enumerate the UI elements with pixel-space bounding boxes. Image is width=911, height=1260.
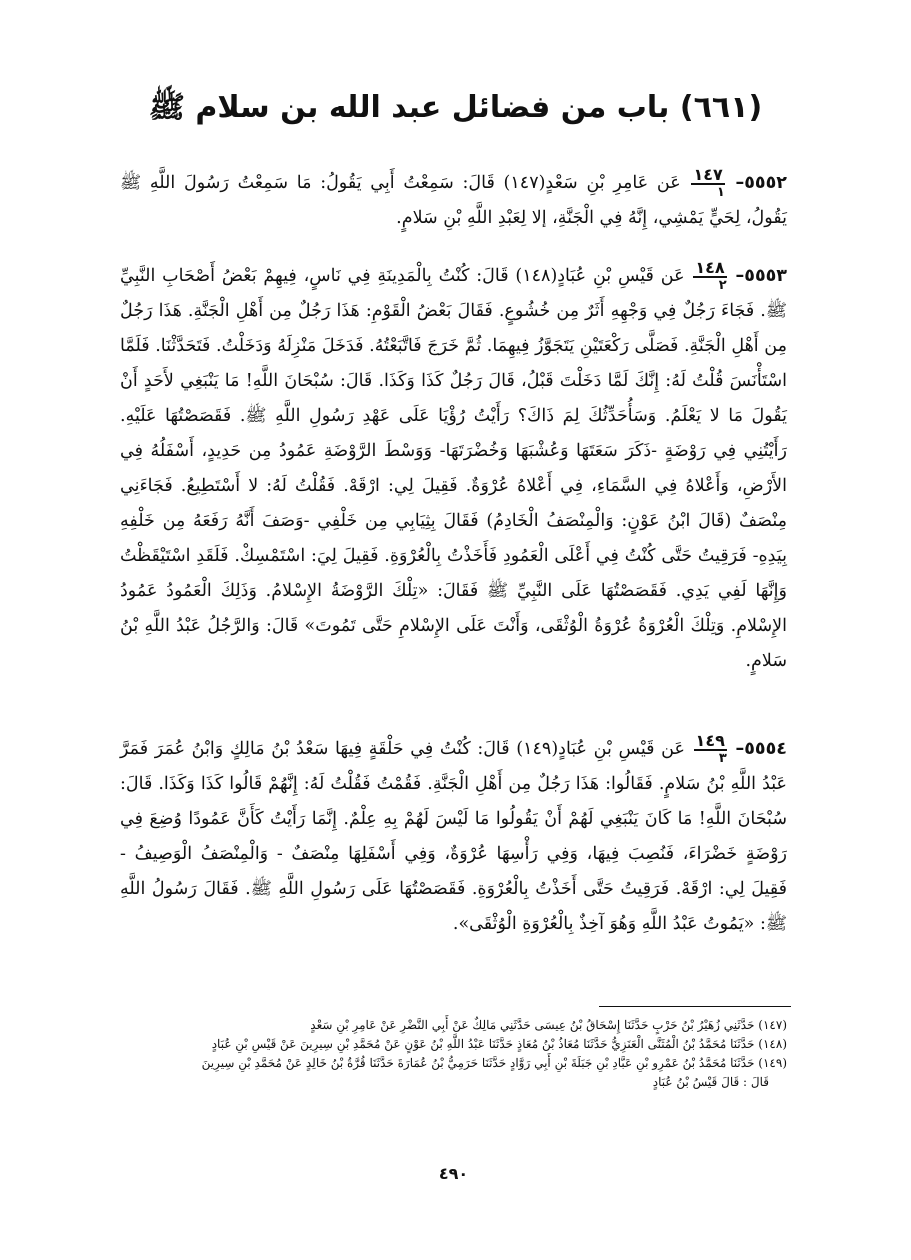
footnotes xyxy=(110,1016,787,1092)
hadith-number: ٥٥٥٣– xyxy=(735,266,787,286)
reference-bottom: ٣ xyxy=(718,750,727,766)
reference-bottom: ١ xyxy=(716,184,725,200)
footnote-148: (١٤٨) حَدَّثَنَا مُحَمَّدُ بْنُ الْمُثَنَّى الْعَنَزِيُّ حَدَّثَنَا مُعَاذُ بْنُ مُعَاذٍ حَدَّثَنَا عَبْدُ اللَّهِ بْنُ عَوْنٍ عَنْ مُحَمَّدِ بْنِ سِيرِينَ عَنْ قَيْسِ بْنِ عُبَادٍ xyxy=(211,1037,787,1051)
reference-bottom: ٢ xyxy=(718,277,727,293)
reference-fraction xyxy=(691,164,725,201)
hadith-text: عَن عَامِرِ بْنِ سَعْدٍ(١٤٧) قَالَ: سَمِعْتُ أَبِي يَقُولُ: مَا سَمِعْتُ رَسُولَ اللَّهِ ﷺ يَقُولُ، لِحَيٍّ يَمْشِي، إِنَّهُ فِي الْجَنَّةِ، إلا لِعَبْدِ اللَّهِ بْنِ سَلامٍ. xyxy=(120,173,787,228)
footnote-149: (١٤٩) حَدَّثَنَا مُحَمَّدُ بْنُ عَمْرِو بْنِ عَبَّادِ بْنِ جَبَلَةَ بْنِ أَبِي رَوَّادٍ حَدَّثَنَا حَرَمِيُّ بْنُ عُمَارَةَ حَدَّثَنَا قُرَّةُ بْنُ خَالِدٍ عَنْ مُحَمَّدِ بْنِ سِيرِينَ xyxy=(201,1056,787,1070)
hadith-5554 xyxy=(120,732,787,942)
footnote-separator xyxy=(599,1006,791,1007)
footnote-149-continuation: قَالَ : قَالَ قَيْسُ بْنُ عُبَادٍ xyxy=(652,1075,769,1089)
reference-top: ١٤٩ xyxy=(695,730,725,750)
page-number: ٤٩٠ xyxy=(438,1164,469,1183)
hadith-number: ٥٥٥٢– xyxy=(735,173,787,193)
reference-top: ١٤٧ xyxy=(693,164,723,184)
reference-fraction xyxy=(693,257,727,294)
footnote-147: (١٤٧) حَدَّثَنِي زُهَيْرُ بْنُ حَرْبٍ حَدَّثَنَا إِسْحَاقُ بْنُ عِيسَى حَدَّثَنِي مَالِكٌ عَنْ أَبِي النَّضْرِ عَنْ عَامِرِ بْنِ سَعْدٍ xyxy=(310,1018,787,1032)
hadith-5552 xyxy=(120,166,787,236)
hadith-number: ٥٥٥٤– xyxy=(735,739,787,759)
hadith-text: عَن قَيْسِ بْنِ عُبَادٍ(١٤٩) قَالَ: كُنْتُ فِي حَلْقَةٍ فِيهَا سَعْدُ بْنُ مَالِكٍ وَابْنُ عُمَرَ فَمَرَّ عَبْدُ اللَّهِ بْنُ سَلامٍ. فَقَالُوا: هَذَا رَجُلٌ مِن أَهْلِ الْجَنَّةِ. فَقُمْتُ فَقُلْتُ لَهُ: إِنَّهُمْ قَالُوا كَذَا وَكَذَا. قَالَ: سُبْحَانَ اللَّهِ! مَا كَانَ يَنْبَغِي لَهُمْ أَنْ يَقُولُوا مَا لَيْسَ لَهُمْ بِهِ عِلْمٌ. إِنَّمَا رَأَيْتُ كَأَنَّ عَمُودًا وُضِعَ فِي رَوْضَةٍ خَضْرَاءَ، فَنُصِبَ فِيهَا، وَفِي رَأْسِهَا عُرْوَةٌ، وَفِي أَسْفَلِهَا مِنْصَفٌ - وَالْمِنْصَفُ الْوَصِيفُ - فَقِيلَ لِي: ارْقَهْ. فَرَقِيتُ حَتَّى أَخَذْتُ بِالْعُرْوَةِ. فَقَصَصْتُهَا عَلَى رَسُولِ اللَّهِ ﷺ. فَقَالَ رَسُولُ اللَّهِ ﷺ: «يَمُوتُ عَبْدُ اللَّهِ وَهُوَ آخِذٌ بِالْعُرْوَةِ الْوُثْقَى». xyxy=(120,739,787,934)
hadith-text: عَن قَيْسِ بْنِ عُبَادٍ(١٤٨) قَالَ: كُنْتُ بِالْمَدِينَةِ فِي نَاسٍ، فِيهِمْ بَعْضُ أَصْحَابِ النَّبِيِّ ﷺ. فَجَاءَ رَجُلٌ فِي وَجْهِهِ أَثَرٌ مِن خُشُوعٍ. فَقَالَ بَعْضُ الْقَوْمِ: هَذَا رَجُلٌ مِن أَهْلِ الْجَنَّةِ. هَذَا رَجُلٌ مِن أَهْلِ الْجَنَّةِ. فَصَلَّى رَكْعَتَيْنِ يَتَجَوَّزُ فِيهِمَا. ثُمَّ خَرَجَ فَاتَّبَعْتُهُ. فَدَخَلَ مَنْزِلَهُ وَدَخَلْتُ. فَتَحَدَّثْنَا. فَلَمَّا اسْتَأْنَسَ قُلْتُ لَهُ: إِنَّكَ لَمَّا دَخَلْتَ قَبْلُ، قَالَ رَجُلٌ كَذَا وَكَذَا. قَالَ: سُبْحَانَ اللَّهِ! مَا يَنْبَغِي لأَحَدٍ أَنْ يَقُولَ مَا لا يَعْلَمُ. وَسَأُحَدِّثُكَ لِمَ ذَاكَ؟ رَأَيْتُ رُؤْيَا عَلَى عَهْدِ رَسُولِ اللَّهِ ﷺ. فَقَصَصْتُهَا عَلَيْهِ. رَأَيْتُنِي فِي رَوْضَةٍ -ذَكَرَ سَعَتَهَا وَعُشْبَهَا وَخُضْرَتَهَا- وَوَسْطَ الرَّوْضَةِ عَمُودُ مِن حَدِيدٍ، أَسْفَلُهُ فِي الأَرْضِ، وَأَعْلاهُ فِي السَّمَاءِ، فِي أَعْلاهُ عُرْوَةٌ. فَقِيلَ لِي: ارْقَهْ. فَقُلْتُ لَهُ: لا أَسْتَطِيعُ. فَجَاءَنِي مِنْصَفٌ (قَالَ ابْنُ عَوْنٍ: وَالْمِنْصَفُ الْخَادِمُ) فَقَالَ بِثِيَابِي مِن خَلْفِي -وَصَفَ أَنَّهُ رَفَعَهُ مِن خَلْفِهِ بِيَدِهِ- فَرَقِيتُ حَتَّى كُنْتُ فِي أَعْلَى الْعَمُودِ فَأَخَذْتُ بِالْعُرْوَةِ. فَقِيلَ لِيَ: اسْتَمْسِكْ. فَلَقَدِ اسْتَيْقَظْتُ وَإِنَّهَا لَفِي يَدِي. فَقَصَصْتُهَا عَلَى النَّبِيِّ ﷺ فَقَالَ: «تِلْكَ الرَّوْضَةُ الإِسْلامُ. وَذَلِكَ الْعَمُودُ عَمُودُ الإِسْلامِ. وَتِلْكَ الْعُرْوَةُ عُرْوَةُ الْوُثْقَى، وَأَنْتَ عَلَى الإِسْلامِ حَتَّى تَمُوتَ» قَالَ: وَالرَّجُلُ عَبْدُ اللَّهِ بْنُ سَلامٍ. xyxy=(120,266,787,671)
reference-fraction xyxy=(694,730,727,767)
reference-top: ١٤٨ xyxy=(695,257,725,277)
hadith-5553 xyxy=(120,259,787,679)
chapter-title: (٦٦١) باب من فضائل عبد الله بن سلام ﷺ xyxy=(148,90,763,125)
